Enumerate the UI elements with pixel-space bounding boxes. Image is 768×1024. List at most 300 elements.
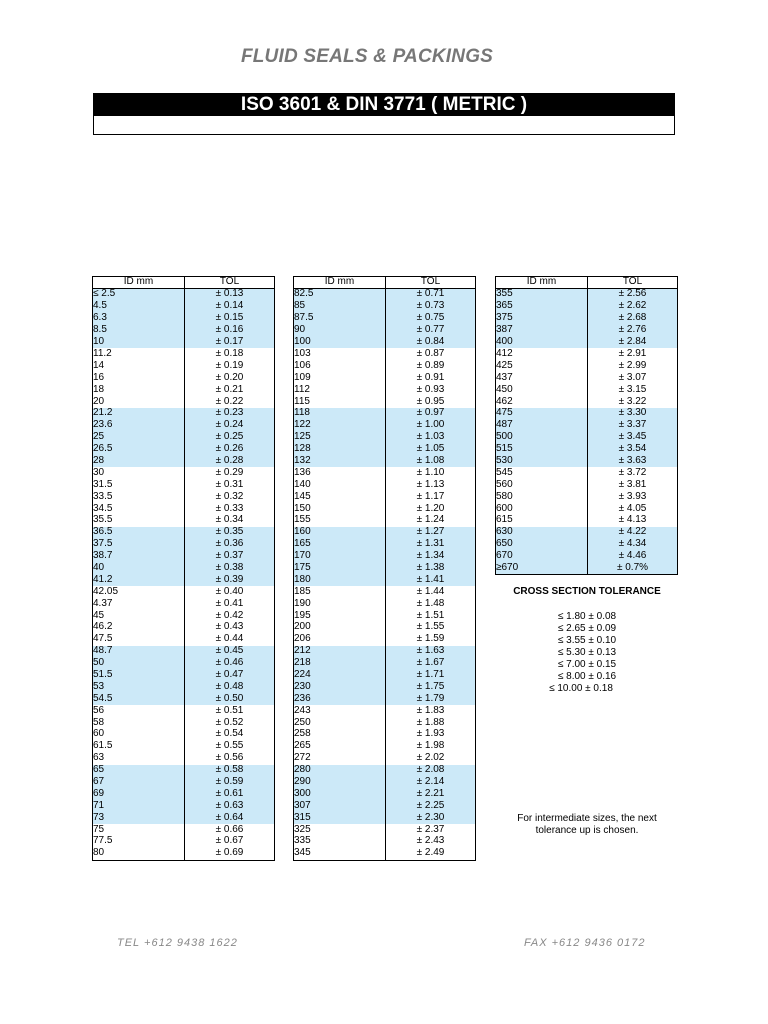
table-row: [496, 527, 678, 539]
id-cell: 450: [496, 384, 588, 396]
table-row: [496, 408, 678, 420]
table-row: [496, 551, 678, 563]
table-row: [93, 301, 275, 313]
table-row: [294, 729, 476, 741]
id-cell: 128: [294, 444, 386, 456]
tol-cell: ± 0.55: [185, 741, 275, 753]
id-cell: 65: [93, 765, 185, 777]
cross-section-item: ≤ 3.55 ± 0.10: [557, 635, 617, 646]
id-cell: 14: [93, 360, 185, 372]
cross-section-title: CROSS SECTION TOLERANCE: [513, 586, 661, 597]
tol-cell: ± 0.14: [185, 301, 275, 313]
tol-cell: ± 3.54: [588, 444, 678, 456]
id-cell: 100: [294, 337, 386, 349]
id-cell: 650: [496, 539, 588, 551]
id-cell: 560: [496, 479, 588, 491]
table-row: [496, 432, 678, 444]
table-row: [93, 503, 275, 515]
id-cell: 106: [294, 360, 386, 372]
tol-cell: ± 0.13: [185, 289, 275, 301]
table-row: [294, 396, 476, 408]
table-row: [93, 681, 275, 693]
table-row: [294, 372, 476, 384]
tol-cell: ± 2.30: [386, 812, 476, 824]
id-cell: 33.5: [93, 491, 185, 503]
tol-cell: ± 0.48: [185, 681, 275, 693]
id-cell: 400: [496, 337, 588, 349]
tol-cell: ± 1.17: [386, 491, 476, 503]
cross-section-item: ≤ 5.30 ± 0.13: [557, 647, 617, 658]
table-row: [496, 360, 678, 372]
table-row: [294, 455, 476, 467]
id-cell: 40: [93, 562, 185, 574]
tol-cell: ± 1.00: [386, 420, 476, 432]
table-row: [294, 574, 476, 586]
tol-cell: ± 1.03: [386, 432, 476, 444]
id-cell: 500: [496, 432, 588, 444]
table-row: [294, 705, 476, 717]
tol-cell: ± 0.35: [185, 527, 275, 539]
id-cell: 87.5: [294, 313, 386, 325]
cross-section-item: ≤ 7.00 ± 0.15: [557, 659, 617, 670]
id-cell: 355: [496, 289, 588, 301]
tol-cell: ± 1.75: [386, 681, 476, 693]
tol-cell: ± 0.20: [185, 372, 275, 384]
table-row: [294, 634, 476, 646]
table-row: [294, 812, 476, 824]
tol-cell: ± 1.59: [386, 634, 476, 646]
id-cell: 21.2: [93, 408, 185, 420]
id-cell: 69: [93, 788, 185, 800]
id-cell: 230: [294, 681, 386, 693]
id-cell: 4.37: [93, 598, 185, 610]
tol-cell: ± 0.34: [185, 515, 275, 527]
tol-cell: ± 0.26: [185, 444, 275, 456]
id-cell: 34.5: [93, 503, 185, 515]
tol-cell: ± 0.24: [185, 420, 275, 432]
id-cell: 67: [93, 777, 185, 789]
tol-cell: ± 0.66: [185, 824, 275, 836]
tol-cell: ± 0.77: [386, 325, 476, 337]
id-cell: 6.3: [93, 313, 185, 325]
tol-cell: ± 2.37: [386, 824, 476, 836]
id-cell: 4.5: [93, 301, 185, 313]
tol-cell: ± 4.34: [588, 539, 678, 551]
table-row: [294, 539, 476, 551]
id-cell: 10: [93, 337, 185, 349]
table-row: [294, 646, 476, 658]
tol-cell: ± 3.93: [588, 491, 678, 503]
tol-cell: ± 3.22: [588, 396, 678, 408]
id-cell: 236: [294, 693, 386, 705]
id-cell: 387: [496, 325, 588, 337]
cross-section-item: ≤ 8.00 ± 0.16: [557, 671, 617, 682]
table-row: [496, 396, 678, 408]
id-cell: 258: [294, 729, 386, 741]
table-row: [496, 372, 678, 384]
table-row: [294, 622, 476, 634]
table-row: [93, 455, 275, 467]
tol-cell: ± 2.91: [588, 348, 678, 360]
id-cell: 600: [496, 503, 588, 515]
tol-cell: ± 2.62: [588, 301, 678, 313]
tol-cell: ± 0.43: [185, 622, 275, 634]
table-row: [93, 491, 275, 503]
id-cell: 41.2: [93, 574, 185, 586]
id-cell: 63: [93, 753, 185, 765]
id-cell: 18: [93, 384, 185, 396]
table-row: [496, 384, 678, 396]
id-cell: 462: [496, 396, 588, 408]
tol-cell: ± 0.40: [185, 586, 275, 598]
table-row: [93, 777, 275, 789]
tol-cell: ± 4.22: [588, 527, 678, 539]
table-row: [294, 800, 476, 812]
id-cell: 11.2: [93, 348, 185, 360]
table-row: [294, 527, 476, 539]
tol-cell: ± 0.64: [185, 812, 275, 824]
tol-cell: ± 0.33: [185, 503, 275, 515]
id-cell: 46.2: [93, 622, 185, 634]
table-row: [294, 479, 476, 491]
table-row: [93, 337, 275, 349]
tolerance-table-2: [293, 276, 476, 861]
table-row: [294, 824, 476, 836]
id-cell: 103: [294, 348, 386, 360]
table-row: [496, 313, 678, 325]
tol-cell: ± 0.45: [185, 646, 275, 658]
id-cell: 670: [496, 551, 588, 563]
id-cell: 132: [294, 455, 386, 467]
table-row: [496, 539, 678, 551]
table-row: [93, 836, 275, 848]
table-row: [294, 693, 476, 705]
id-cell: 325: [294, 824, 386, 836]
id-cell: 75: [93, 824, 185, 836]
table-row: [93, 384, 275, 396]
id-cell: 54.5: [93, 693, 185, 705]
tol-cell: ± 0.17: [185, 337, 275, 349]
id-cell: 71: [93, 800, 185, 812]
tol-cell: ± 0.28: [185, 455, 275, 467]
table-row: [93, 634, 275, 646]
tol-cell: ± 1.13: [386, 479, 476, 491]
table-row: [294, 301, 476, 313]
title-box: [93, 93, 675, 135]
tol-cell: ± 0.58: [185, 765, 275, 777]
id-cell: 280: [294, 765, 386, 777]
table-row: [294, 503, 476, 515]
table-row: [93, 527, 275, 539]
id-cell: 109: [294, 372, 386, 384]
table-row: [294, 467, 476, 479]
id-cell: 61.5: [93, 741, 185, 753]
id-cell: ≥670: [496, 562, 588, 574]
id-cell: 307: [294, 800, 386, 812]
id-cell: 487: [496, 420, 588, 432]
tol-cell: ± 1.71: [386, 670, 476, 682]
tol-cell: ± 3.30: [588, 408, 678, 420]
table-row: [93, 408, 275, 420]
id-cell: 53: [93, 681, 185, 693]
id-column-header: ID mm: [93, 277, 185, 289]
id-cell: 51.5: [93, 670, 185, 682]
tol-cell: ± 0.93: [386, 384, 476, 396]
document-title: ISO 3601 & DIN 3771 ( METRIC ): [94, 94, 674, 116]
id-cell: 16: [93, 372, 185, 384]
table-row: [93, 753, 275, 765]
tol-cell: ± 3.81: [588, 479, 678, 491]
id-cell: 73: [93, 812, 185, 824]
id-cell: 45: [93, 610, 185, 622]
tol-cell: ± 0.97: [386, 408, 476, 420]
id-cell: 112: [294, 384, 386, 396]
table-row: [294, 598, 476, 610]
table-row: [294, 753, 476, 765]
id-cell: 38.7: [93, 551, 185, 563]
table-header-row: [496, 277, 678, 289]
intermediate-size-note: For intermediate sizes, the next tolerance up is chosen.: [517, 813, 657, 836]
table-row: [294, 325, 476, 337]
tol-cell: ± 0.38: [185, 562, 275, 574]
tol-cell: ± 2.25: [386, 800, 476, 812]
tol-cell: ± 2.49: [386, 848, 476, 860]
tol-cell: ± 0.95: [386, 396, 476, 408]
table-row: [93, 562, 275, 574]
id-cell: 475: [496, 408, 588, 420]
id-cell: 630: [496, 527, 588, 539]
table-header-row: [93, 277, 275, 289]
table-row: [294, 491, 476, 503]
tol-cell: ± 1.67: [386, 658, 476, 670]
id-cell: 200: [294, 622, 386, 634]
tol-cell: ± 1.88: [386, 717, 476, 729]
table-row: [93, 372, 275, 384]
table-row: [294, 765, 476, 777]
tol-cell: ± 1.83: [386, 705, 476, 717]
tol-cell: ± 0.73: [386, 301, 476, 313]
id-cell: 48.7: [93, 646, 185, 658]
tol-cell: ± 3.72: [588, 467, 678, 479]
table-header-row: [294, 277, 476, 289]
id-cell: 35.5: [93, 515, 185, 527]
table-row: [496, 325, 678, 337]
table-row: [93, 479, 275, 491]
table-row: [93, 824, 275, 836]
id-cell: 272: [294, 753, 386, 765]
tol-cell: ± 0.91: [386, 372, 476, 384]
id-cell: 145: [294, 491, 386, 503]
tol-cell: ± 0.23: [185, 408, 275, 420]
id-cell: 155: [294, 515, 386, 527]
tol-cell: ± 1.24: [386, 515, 476, 527]
id-column-header: ID mm: [294, 277, 386, 289]
table-row: [496, 467, 678, 479]
id-cell: 25: [93, 432, 185, 444]
tol-cell: ± 0.19: [185, 360, 275, 372]
footer-fax: FAX +612 9436 0172: [524, 937, 646, 949]
table-row: [93, 622, 275, 634]
id-cell: 23.6: [93, 420, 185, 432]
table-row: [93, 444, 275, 456]
table-row: [93, 289, 275, 301]
id-cell: 8.5: [93, 325, 185, 337]
tol-cell: ± 0.63: [185, 800, 275, 812]
table-row: [93, 610, 275, 622]
id-cell: 212: [294, 646, 386, 658]
tol-cell: ± 0.46: [185, 658, 275, 670]
table-row: [294, 717, 476, 729]
table-row: [294, 681, 476, 693]
id-cell: 515: [496, 444, 588, 456]
table-row: [496, 444, 678, 456]
id-cell: 545: [496, 467, 588, 479]
tol-cell: ± 0.56: [185, 753, 275, 765]
table-row: [496, 515, 678, 527]
table-row: [93, 360, 275, 372]
id-cell: 136: [294, 467, 386, 479]
tol-cell: ± 1.63: [386, 646, 476, 658]
id-cell: 165: [294, 539, 386, 551]
id-cell: 58: [93, 717, 185, 729]
tol-cell: ± 0.67: [185, 836, 275, 848]
tol-cell: ± 0.39: [185, 574, 275, 586]
tol-cell: ± 0.22: [185, 396, 275, 408]
table-row: [496, 491, 678, 503]
tol-cell: ± 4.46: [588, 551, 678, 563]
id-cell: 125: [294, 432, 386, 444]
tol-cell: ± 0.32: [185, 491, 275, 503]
table-row: [294, 360, 476, 372]
table-row: [93, 646, 275, 658]
table-row: [294, 777, 476, 789]
id-cell: 335: [294, 836, 386, 848]
tol-cell: ± 2.14: [386, 777, 476, 789]
table-row: [93, 658, 275, 670]
table-row: [294, 289, 476, 301]
tol-cell: ± 1.10: [386, 467, 476, 479]
table-row: [93, 705, 275, 717]
cross-section-list: [498, 611, 676, 695]
tol-cell: ± 0.42: [185, 610, 275, 622]
id-cell: 50: [93, 658, 185, 670]
table-row: [93, 693, 275, 705]
table-row: [93, 717, 275, 729]
tol-cell: ± 1.55: [386, 622, 476, 634]
table-row: [496, 503, 678, 515]
tol-cell: ± 0.31: [185, 479, 275, 491]
table-row: [93, 313, 275, 325]
table-row: [93, 765, 275, 777]
footer-tel: TEL +612 9438 1622: [117, 937, 238, 949]
table-row: [496, 562, 678, 574]
table-row: [93, 432, 275, 444]
table-row: [93, 396, 275, 408]
id-cell: 243: [294, 705, 386, 717]
tol-cell: ± 0.51: [185, 705, 275, 717]
table-row: [294, 313, 476, 325]
table-row: [93, 598, 275, 610]
tol-cell: ± 1.27: [386, 527, 476, 539]
table-row: [294, 384, 476, 396]
table-row: [294, 432, 476, 444]
id-cell: 180: [294, 574, 386, 586]
tol-cell: ± 3.37: [588, 420, 678, 432]
table-row: [93, 348, 275, 360]
table-row: [93, 539, 275, 551]
tol-cell: ± 1.48: [386, 598, 476, 610]
id-cell: 85: [294, 301, 386, 313]
id-cell: 47.5: [93, 634, 185, 646]
tol-cell: ± 1.51: [386, 610, 476, 622]
tol-cell: ± 1.20: [386, 503, 476, 515]
id-cell: 160: [294, 527, 386, 539]
id-cell: 30: [93, 467, 185, 479]
table-row: [93, 788, 275, 800]
id-cell: 60: [93, 729, 185, 741]
table-row: [93, 574, 275, 586]
table-row: [496, 337, 678, 349]
id-cell: 190: [294, 598, 386, 610]
id-cell: 315: [294, 812, 386, 824]
table-row: [93, 670, 275, 682]
id-cell: 90: [294, 325, 386, 337]
tol-cell: ± 2.08: [386, 765, 476, 777]
tol-cell: ± 0.52: [185, 717, 275, 729]
id-cell: 37.5: [93, 539, 185, 551]
tol-cell: ± 1.31: [386, 539, 476, 551]
tol-cell: ± 1.93: [386, 729, 476, 741]
table-row: [294, 562, 476, 574]
tol-cell: ± 2.76: [588, 325, 678, 337]
table-row: [294, 337, 476, 349]
tol-cell: ± 0.59: [185, 777, 275, 789]
table-row: [496, 479, 678, 491]
tol-cell: ± 0.71: [386, 289, 476, 301]
table-row: [294, 848, 476, 860]
table-row: [93, 551, 275, 563]
id-cell: 437: [496, 372, 588, 384]
table-row: [496, 289, 678, 301]
table-row: [93, 729, 275, 741]
id-cell: 195: [294, 610, 386, 622]
id-cell: 185: [294, 586, 386, 598]
id-cell: 530: [496, 455, 588, 467]
table-row: [93, 515, 275, 527]
id-cell: 122: [294, 420, 386, 432]
table-row: [294, 551, 476, 563]
tol-cell: ± 0.16: [185, 325, 275, 337]
tol-cell: ± 2.02: [386, 753, 476, 765]
table-row: [93, 848, 275, 860]
table-row: [93, 812, 275, 824]
table-row: [294, 586, 476, 598]
tol-cell: ± 0.47: [185, 670, 275, 682]
id-cell: 365: [496, 301, 588, 313]
table-row: [93, 420, 275, 432]
id-cell: 118: [294, 408, 386, 420]
tol-cell: ± 0.69: [185, 848, 275, 860]
table-row: [294, 515, 476, 527]
id-cell: 170: [294, 551, 386, 563]
table-row: [496, 455, 678, 467]
id-cell: 412: [496, 348, 588, 360]
id-cell: 580: [496, 491, 588, 503]
tol-cell: ± 0.54: [185, 729, 275, 741]
id-cell: 80: [93, 848, 185, 860]
id-cell: 77.5: [93, 836, 185, 848]
tolerance-table-1: [92, 276, 275, 861]
